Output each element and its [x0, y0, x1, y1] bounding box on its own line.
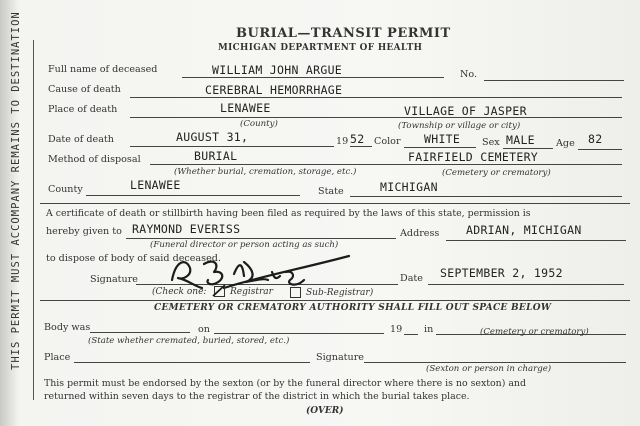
disposal-line: [150, 164, 622, 165]
township-caption: (Township or village or city): [398, 121, 521, 131]
registrar-check-mark-icon: [211, 283, 227, 299]
in-label: in: [424, 324, 434, 335]
address-line: [446, 240, 626, 241]
footer-line-1: This permit must be endorsed by the sexton (or by the funeral director where there is no sexton) and: [44, 378, 526, 389]
address-label: Address: [400, 228, 440, 239]
year-line-2: [404, 334, 418, 335]
over-note: (OVER): [306, 406, 344, 416]
cause-value: CEREBRAL HEMORRHAGE: [205, 83, 343, 97]
no-label: No.: [460, 69, 478, 80]
on-label: on: [198, 324, 210, 335]
given-line: [126, 238, 396, 239]
cause-line: [130, 97, 622, 98]
place-label-2: Place: [44, 352, 71, 363]
cemetery-caption: (Cemetery or crematory): [442, 168, 551, 178]
state-whether-caption: (State whether cremated, buried, stored, etc.): [88, 336, 290, 346]
sexton-caption: (Sexton or person in charge): [426, 364, 552, 374]
given-value: RAYMOND EVERISS: [132, 222, 241, 236]
age-line: [578, 149, 622, 150]
sex-line: [503, 148, 553, 149]
permission-text: A certificate of death or stillbirth having been filed as required by the laws of this state, permission is: [46, 208, 531, 219]
side-notice: THIS PERMIT MUST ACCOMPANY REMAINS TO DESTINATION: [10, 11, 22, 370]
signature-text: R B King: [164, 250, 169, 251]
sexton-signature-line: [364, 362, 626, 363]
county-value: LENAWEE: [130, 178, 181, 192]
side-divider: [33, 40, 34, 400]
color-value: WHITE: [424, 132, 461, 146]
body-was-line: [90, 332, 190, 333]
age-label: Age: [556, 138, 575, 149]
date-line: [130, 146, 334, 147]
no-line: [484, 80, 624, 81]
funeral-caption: (Funeral director or person acting as such): [150, 240, 339, 250]
sexton-signature-label: Signature: [316, 352, 364, 363]
color-line: [404, 147, 476, 148]
cemetery-heading: CEMETERY OR CREMATORY AUTHORITY SHALL FILL OUT SPACE BELOW: [154, 303, 552, 313]
sig-date-label: Date: [400, 273, 423, 284]
signature-label: Signature: [90, 274, 138, 285]
name-line: [182, 77, 444, 78]
dispose-text: to dispose of body of said deceased.: [46, 253, 221, 264]
year-prefix-2: 19: [390, 324, 403, 335]
county-label: County: [48, 184, 83, 195]
footer-line-2: returned within seven days to the registrar of the district in which the burial takes place.: [44, 391, 470, 402]
date-label: Date of death: [48, 134, 114, 145]
registrar-label: Registrar: [230, 287, 273, 297]
department-subtitle: MICHIGAN DEPARTMENT OF HEALTH: [218, 43, 423, 53]
year-line: [350, 146, 372, 147]
name-value: WILLIAM JOHN ARGUE: [212, 63, 343, 77]
place-line: [130, 117, 622, 118]
address-value: ADRIAN, MICHIGAN: [466, 223, 582, 237]
sig-date-line: [428, 284, 624, 285]
color-label: Color: [374, 136, 401, 147]
sex-label: Sex: [482, 137, 500, 148]
on-line: [214, 333, 384, 334]
place-county-value: LENAWEE: [220, 101, 271, 115]
state-label: State: [318, 186, 344, 197]
sig-date-value: SEPTEMBER 2, 1952: [440, 266, 563, 280]
section-divider-2: [40, 300, 630, 301]
year-prefix: 19: [336, 136, 349, 147]
county-caption: (County): [240, 119, 278, 129]
name-label: Full name of deceased: [48, 64, 158, 75]
place-township-value: VILLAGE OF JASPER: [404, 104, 527, 118]
date-value: AUGUST 31,: [176, 130, 249, 144]
body-was-label: Body was: [44, 322, 91, 333]
year-value: 52: [350, 132, 365, 146]
check-label: (Check one:: [152, 287, 207, 297]
place-line-2: [74, 362, 310, 363]
subregistrar-label: Sub-Registrar): [306, 288, 374, 298]
cemetery-value: FAIRFIELD CEMETERY: [408, 150, 539, 164]
cemetery-caption-2: (Cemetery or crematory): [480, 327, 589, 337]
disposal-value: BURIAL: [194, 149, 238, 163]
age-value: 82: [588, 132, 603, 146]
county-line: [86, 195, 300, 196]
state-line: [350, 196, 622, 197]
state-value: MICHIGAN: [380, 180, 438, 194]
place-label: Place of death: [48, 104, 118, 115]
disposal-label: Method of disposal: [48, 154, 141, 165]
disposal-caption: (Whether burial, cremation, storage, etc.): [174, 167, 357, 177]
cause-label: Cause of death: [48, 84, 121, 95]
permit-title: BURIAL—TRANSIT PERMIT: [236, 26, 451, 41]
section-divider-1: [40, 203, 630, 204]
subregistrar-checkbox[interactable]: [290, 287, 301, 298]
given-label: hereby given to: [46, 226, 122, 237]
sex-value: MALE: [506, 133, 535, 147]
